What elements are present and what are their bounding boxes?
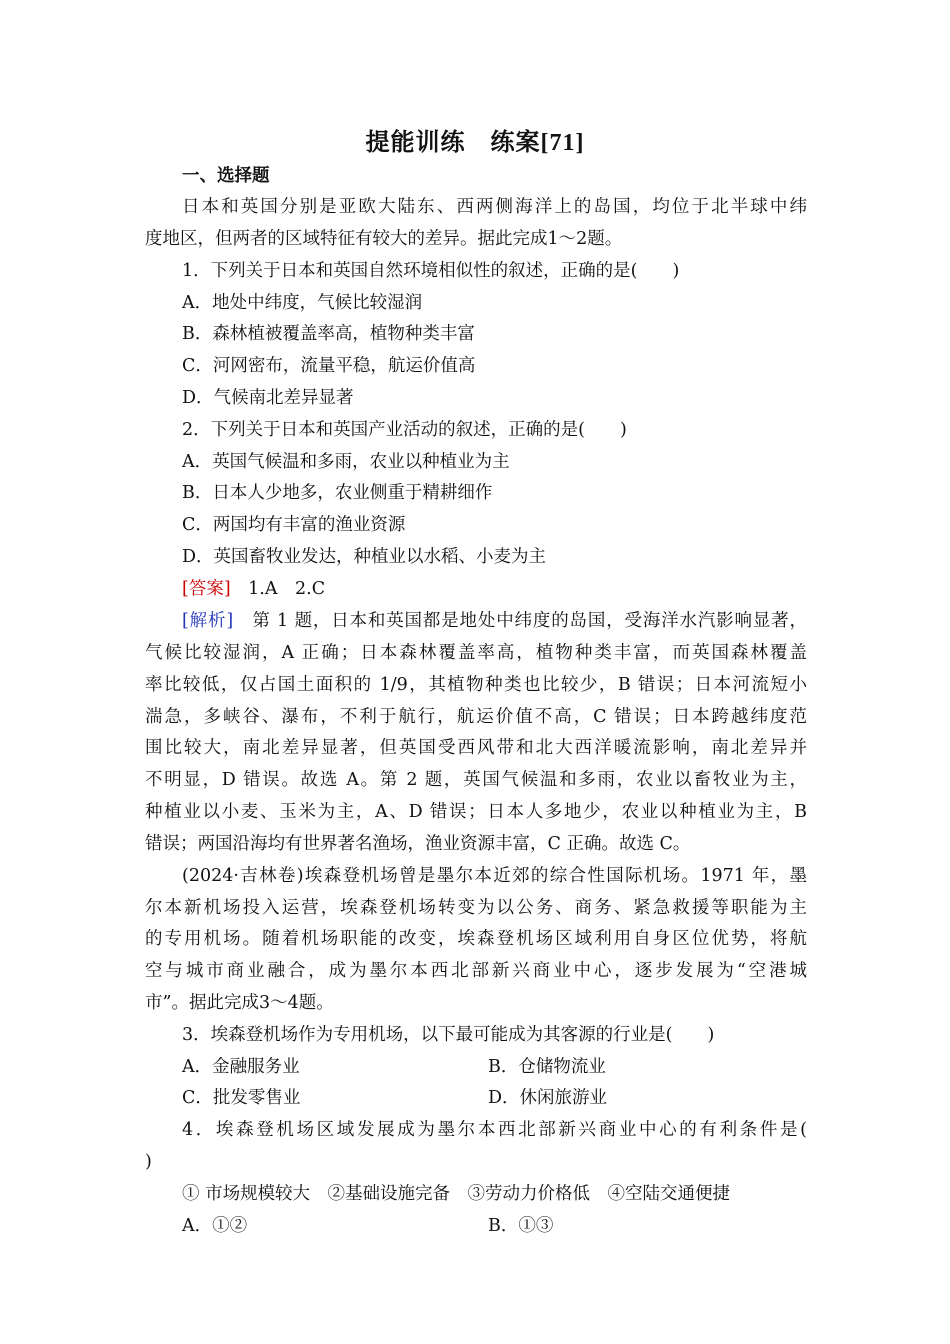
intro-paragraph-1-line-2: 度地区，但两者的区域特征有较大的差异。据此完成1～2题。 [145,229,623,249]
answer-line [182,577,807,601]
question-2-option-a: A．英国气候温和多雨，农业以种植业为主 [182,452,510,472]
question-1-option-d: D．气候南北差异显著 [182,388,354,408]
question-2-stem: 2．下列关于日本和英国产业活动的叙述，正确的是( ) [182,420,627,440]
question-2-option-b: B．日本人少地多，农业侧重于精耕细作 [182,483,493,503]
question-3-option-b: B．仓储物流业 [488,1057,606,1077]
section-heading: 一、选择题 [182,166,270,186]
analysis-label: [解析] [182,611,234,631]
answer-label: [答案] [182,579,231,599]
question-3-option-d: D．休闲旅游业 [488,1088,608,1108]
analysis-line-3: 率比较低，仅占国土面积的 1/9，其植物种类也比较少，B 错误；日本河流短小 [145,675,807,695]
source-tag: (2024·吉林卷) [182,866,304,886]
question-4-option-a: A．①② [182,1216,248,1236]
analysis-text-1: 第 1 题，日本和英国都是地处中纬度的岛国，受海洋水汽影响显著， [233,611,807,631]
question-1-option-a: A．地处中纬度，气候比较湿润 [182,293,423,313]
question-3-option-a: A．金融服务业 [182,1057,300,1077]
question-2-option-c: C．两国均有丰富的渔业资源 [182,515,406,535]
intro-paragraph-2-line-5: 市”。据此完成3～4题。 [145,993,334,1013]
intro-paragraph-2-line-4: 空与城市商业融合，成为墨尔本西北部新兴商业中心，逐步发展为“空港城 [145,961,807,981]
analysis-line-8: 错误；两国沿海均有世界著名渔场，渔业资源丰富，C 正确。故选 C。 [145,834,691,854]
question-1-option-c: C．河网密布，流量平稳，航运价值高 [182,356,476,376]
intro-paragraph-2-line-1 [182,864,807,888]
analysis-line-5: 围比较大，南北差异显著，但英国受西风带和北大西洋暖流影响，南北差异并 [145,738,807,758]
intro-paragraph-2-text-1: 埃森登机场曾是墨尔本近郊的综合性国际机场。1971 年，墨 [303,866,807,886]
question-3-stem: 3．埃森登机场作为专用机场，以下最可能成为其客源的行业是( ) [182,1025,715,1045]
answer-text: 1.A 2.C [230,579,326,599]
analysis-line-6: 不明显，D 错误。故选 A。第 2 题，英国气候温和多雨，农业以畜牧业为主， [145,770,807,790]
question-4-conditions: ① 市场规模较大 ②基础设施完备 ③劳动力价格低 ④空陆交通便捷 [182,1184,731,1204]
intro-paragraph-2-line-3: 的专用机场。随着机场职能的改变，埃森登机场区域利用自身区位优势，将航 [145,929,807,949]
question-4-stem-line-2: ) [145,1152,152,1172]
page-title: 提能训练 练案[71] [365,130,585,156]
intro-paragraph-1-line-1: 日本和英国分别是亚欧大陆东、西两侧海洋上的岛国，均位于北半球中纬 [182,197,807,217]
analysis-line-2: 气候比较湿润，A 正确；日本森林覆盖率高，植物种类丰富，而英国森林覆盖 [145,643,807,663]
analysis-line-4: 湍急，多峡谷、瀑布，不利于航行，航运价值不高，C 错误；日本跨越纬度范 [145,707,807,727]
question-4-option-b: B．①③ [488,1216,554,1236]
question-3-option-c: C．批发零售业 [182,1088,301,1108]
question-1-stem: 1．下列关于日本和英国自然环境相似性的叙述，正确的是( ) [182,261,680,281]
question-2-option-d: D．英国畜牧业发达，种植业以水稻、小麦为主 [182,547,547,567]
analysis-line-7: 种植业以小麦、玉米为主，A、D 错误；日本人多地少，农业以种植业为主，B [145,802,807,822]
question-1-option-b: B．森林植被覆盖率高，植物种类丰富 [182,324,475,344]
intro-paragraph-2-line-2: 尔本新机场投入运营，埃森登机场转变为以公务、商务、紧急救援等职能为主 [145,898,807,918]
analysis-line-1 [182,609,807,633]
question-4-stem-line-1: 4．埃森登机场区域发展成为墨尔本西北部新兴商业中心的有利条件是( [182,1120,807,1140]
